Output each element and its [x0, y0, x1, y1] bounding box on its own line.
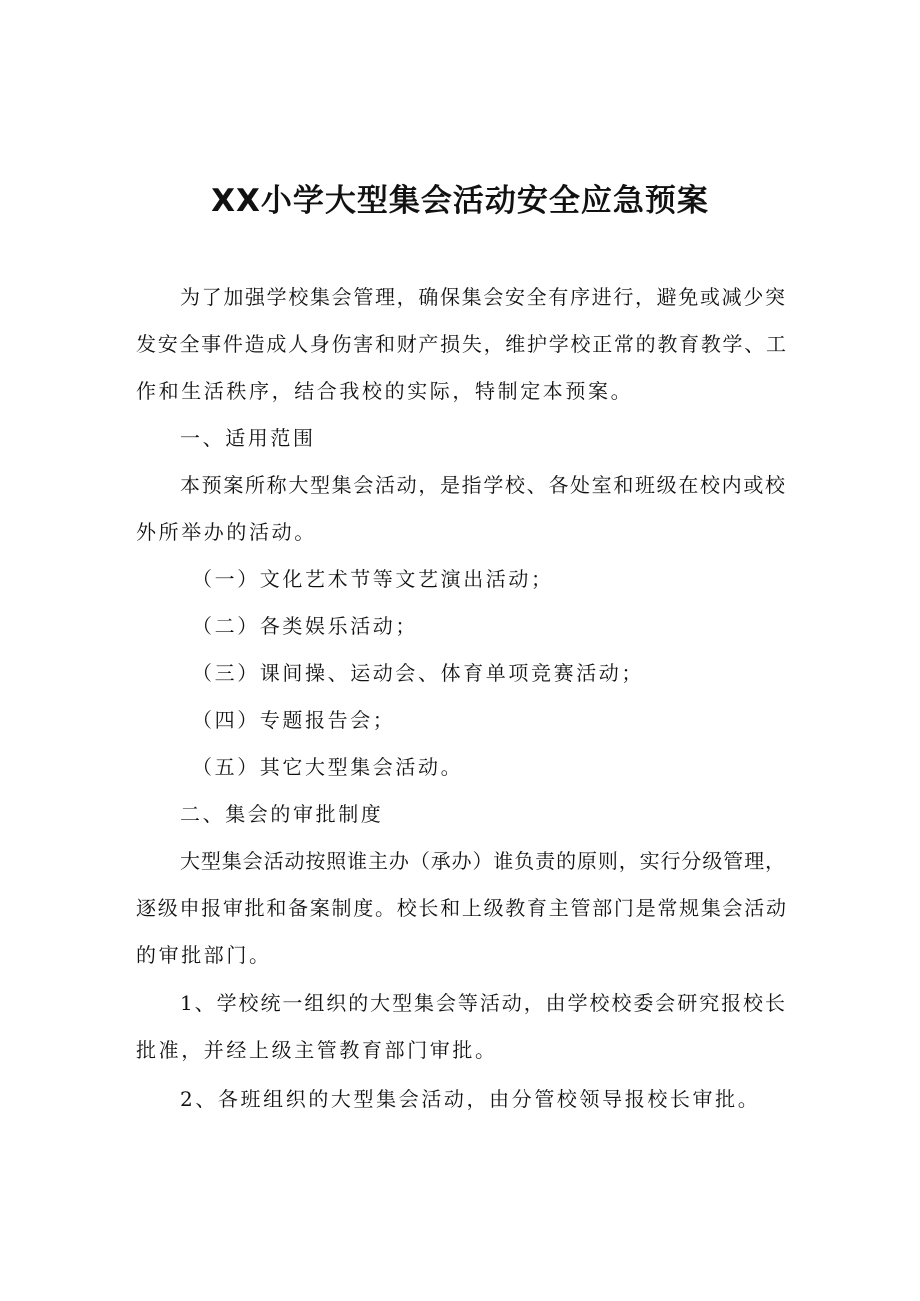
intro-line-2: 发安全事件造成人身伤害和财产损失，维护学校正常的教育教学、工	[136, 332, 786, 356]
section1-para-line-2: 外所举办的活动。	[136, 520, 317, 544]
intro-line-1: 为了加强学校集会管理，确保集会安全有序进行，避免或减少突	[180, 285, 785, 309]
rule-1-line-2: 批准，并经上级主管教育部门审批。	[136, 1038, 498, 1062]
section2-para-line-3: 的审批部门。	[136, 943, 272, 967]
list-item: （五）其它大型集会活动。	[192, 755, 464, 779]
rule-2: 2、各班组织的大型集会活动，由分管校领导报校长审批。	[180, 1087, 761, 1111]
section2-para-line-2: 逐级申报审批和备案制度。校长和上级教育主管部门是常规集会活动	[136, 896, 786, 920]
section2-para-line-1: 大型集会活动按照谁主办（承办）谁负责的原则，实行分级管理，	[180, 849, 785, 873]
section1-para-line-1: 本预案所称大型集会活动，是指学校、各处室和班级在校内或校	[180, 473, 785, 497]
intro-line-3: 作和生活秩序，结合我校的实际，特制定本预案。	[136, 379, 634, 403]
list-item: （三）课间操、运动会、体育单项竞赛活动；	[192, 661, 644, 685]
section2-heading: 二、集会的审批制度	[180, 802, 384, 826]
list-item: （二）各类娱乐活动；	[192, 614, 418, 638]
rule-1-line-1: 1、学校统一组织的大型集会等活动，由学校校委会研究报校长	[180, 991, 785, 1015]
document-title: XX小学大型集会活动安全应急预案	[211, 183, 709, 219]
list-item: （四）专题报告会；	[192, 708, 396, 732]
section1-heading: 一、适用范围	[180, 426, 316, 450]
list-item: （一）文化艺术节等文艺演出活动；	[192, 567, 554, 591]
